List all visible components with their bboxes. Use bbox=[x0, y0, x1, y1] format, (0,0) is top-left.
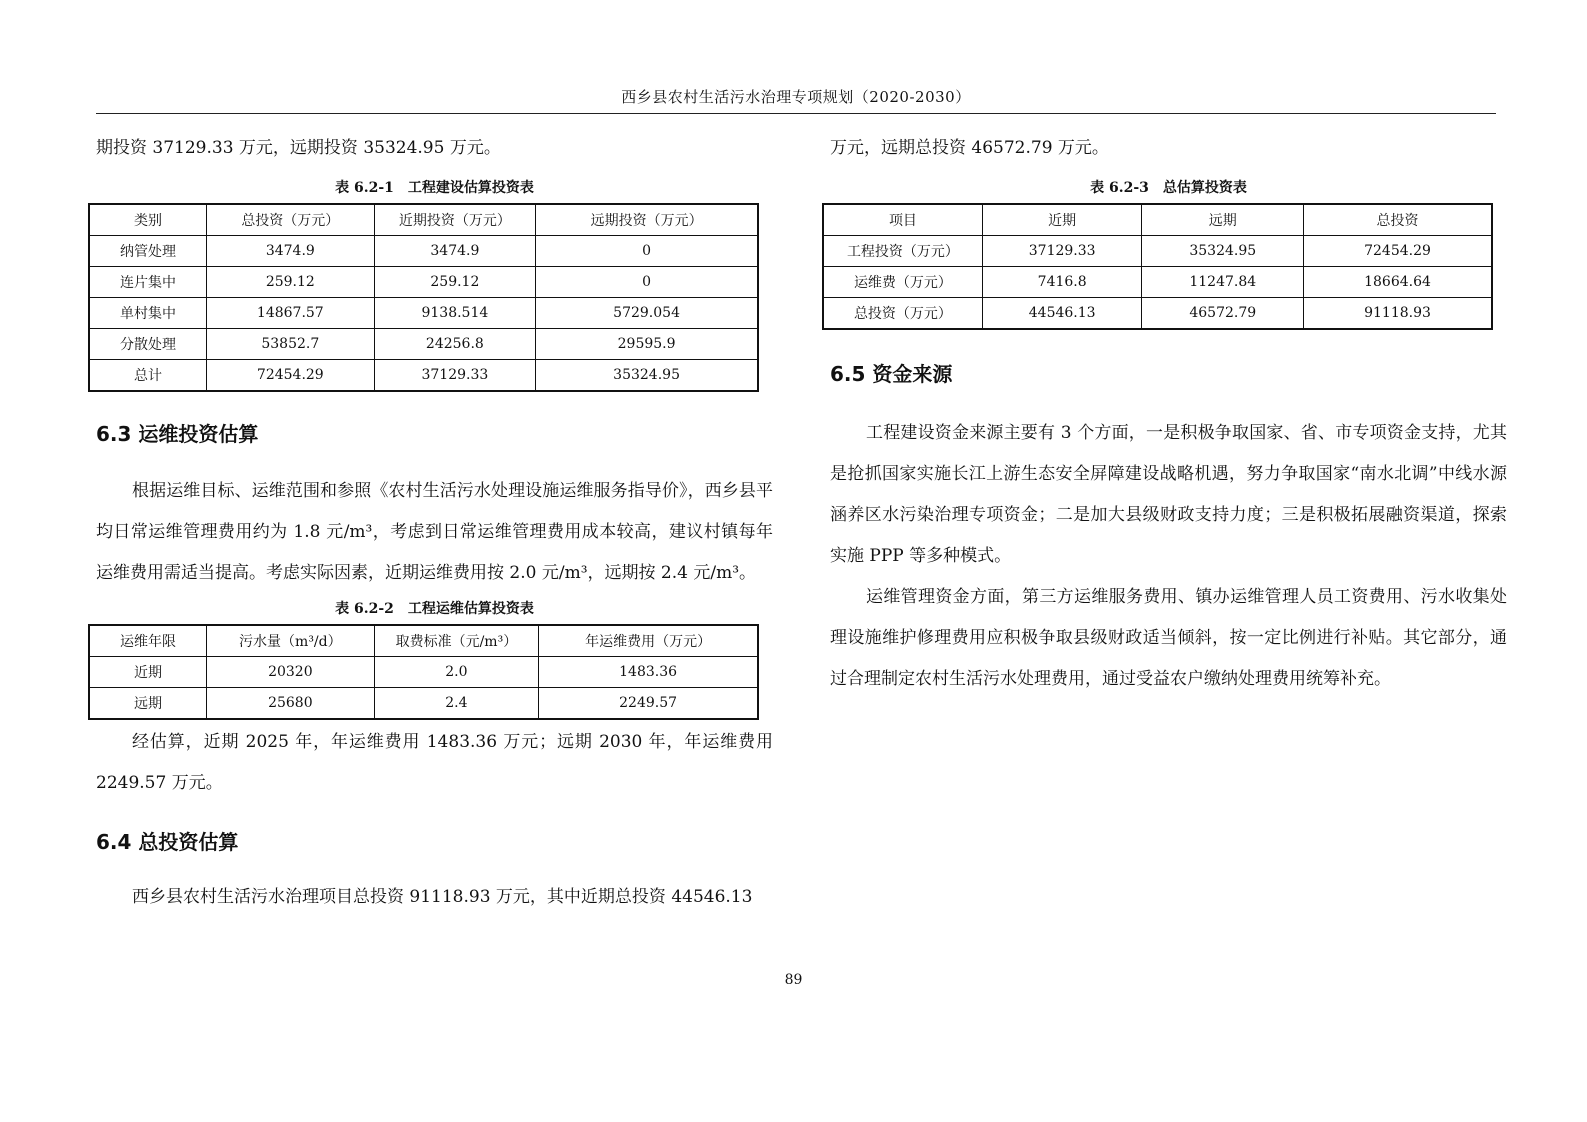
table-header-cell: 远期 bbox=[1142, 204, 1304, 236]
table-row bbox=[89, 329, 758, 360]
table-cell: 7416.8 bbox=[982, 267, 1142, 298]
table-cell: 2.0 bbox=[374, 657, 539, 688]
table-header-row bbox=[89, 204, 758, 236]
table-cell: 18664.64 bbox=[1304, 267, 1492, 298]
table-row bbox=[823, 298, 1492, 330]
table-row bbox=[89, 298, 758, 329]
table-cell: 29595.9 bbox=[536, 329, 758, 360]
left-intro-text: 期投资 37129.33 万元，远期投资 35324.95 万元。 bbox=[96, 138, 501, 158]
table-cell: 纳管处理 bbox=[89, 236, 207, 267]
table-cell: 0 bbox=[536, 267, 758, 298]
table-cell: 24256.8 bbox=[374, 329, 536, 360]
table-header-row bbox=[823, 204, 1492, 236]
table-header-cell: 污水量（m³/d） bbox=[207, 625, 375, 657]
table-construction-investment bbox=[88, 203, 759, 392]
table-header-cell: 总投资 bbox=[1304, 204, 1492, 236]
table-cell: 35324.95 bbox=[536, 360, 758, 392]
table-cell: 5729.054 bbox=[536, 298, 758, 329]
table-cell: 25680 bbox=[207, 688, 375, 720]
table-cell: 72454.29 bbox=[1304, 236, 1492, 267]
table3-caption: 表 6.2-3 总估算投资表 bbox=[1090, 180, 1247, 196]
table-row bbox=[89, 657, 758, 688]
page-header: 西乡县农村生活污水治理专项规划（2020-2030） bbox=[621, 88, 971, 106]
section-6-5-paragraph-1: 工程建设资金来源主要有 3 个方面，一是积极争取国家、省、市专项资金支持，尤其是抢抓国家实施长江上游生态安全屏障建设战略机遇，努力争取国家“南水北调”中线水源涵养区水污染治理专项资金；二是加大县级财政支持力度；三是积极拓展融资渠道，探索实施 PPP 等多种模式。 bbox=[830, 423, 1507, 566]
table-row bbox=[89, 688, 758, 720]
section-6-5-paragraph-2: 运维管理资金方面，第三方运维服务费用、镇办运维管理人员工资费用、污水收集处理设施维护修理费用应积极争取县级财政适当倾斜，按一定比例进行补贴。其它部分，通过合理制定农村生活污水处理费用，通过受益农户缴纳处理费用统筹补充。 bbox=[830, 587, 1507, 689]
page-number: 89 bbox=[784, 972, 803, 988]
section-6-3-paragraph: 根据运维目标、运维范围和参照《农村生活污水处理设施运维服务指导价》，西乡县平均日常运维管理费用约为 1.8 元/m³，考虑到日常运维管理费用成本较高，建议村镇每年运维费用需适当提高。考虑实际因素，近期运维费用按 2.0 元/m³，远期按 2.4 元/m³。 bbox=[96, 481, 773, 583]
table-header-cell: 近期投资（万元） bbox=[374, 204, 536, 236]
table-cell: 14867.57 bbox=[207, 298, 375, 329]
table-cell: 259.12 bbox=[207, 267, 375, 298]
table-cell: 9138.514 bbox=[374, 298, 536, 329]
table-cell: 总计 bbox=[89, 360, 207, 392]
table-cell: 连片集中 bbox=[89, 267, 207, 298]
table2-caption: 表 6.2-2 工程运维估算投资表 bbox=[335, 601, 534, 617]
table-header-cell: 总投资（万元） bbox=[207, 204, 375, 236]
table-cell: 工程投资（万元） bbox=[823, 236, 982, 267]
table-header-row bbox=[89, 625, 758, 657]
table1-caption: 表 6.2-1 工程建设估算投资表 bbox=[335, 180, 534, 196]
left-column bbox=[96, 128, 773, 918]
section-title-6-3: 6.3 运维投资估算 bbox=[96, 422, 259, 446]
table-cell: 53852.7 bbox=[207, 329, 375, 360]
table-cell: 20320 bbox=[207, 657, 375, 688]
table-cell: 259.12 bbox=[374, 267, 536, 298]
table-cell: 37129.33 bbox=[374, 360, 536, 392]
right-intro-text: 万元，远期总投资 46572.79 万元。 bbox=[830, 138, 1109, 158]
table-row bbox=[823, 236, 1492, 267]
table-cell: 近期 bbox=[89, 657, 207, 688]
table-header-cell: 类别 bbox=[89, 204, 207, 236]
section-6-4-paragraph: 西乡县农村生活污水治理项目总投资 91118.93 万元，其中近期总投资 44546.13 bbox=[132, 887, 753, 907]
table-header-cell: 运维年限 bbox=[89, 625, 207, 657]
table-header-cell: 项目 bbox=[823, 204, 982, 236]
table-cell: 3474.9 bbox=[207, 236, 375, 267]
table-cell: 91118.93 bbox=[1304, 298, 1492, 330]
table-cell: 72454.29 bbox=[207, 360, 375, 392]
table-cell: 46572.79 bbox=[1142, 298, 1304, 330]
table-header-cell: 远期投资（万元） bbox=[536, 204, 758, 236]
table-cell: 单村集中 bbox=[89, 298, 207, 329]
table-header-cell: 近期 bbox=[982, 204, 1142, 236]
table-header-cell: 年运维费用（万元） bbox=[539, 625, 758, 657]
table-row bbox=[823, 267, 1492, 298]
table-row bbox=[89, 236, 758, 267]
table-cell: 运维费（万元） bbox=[823, 267, 982, 298]
header-rule bbox=[96, 113, 1496, 114]
table-total-investment bbox=[822, 203, 1493, 330]
table-cell: 37129.33 bbox=[982, 236, 1142, 267]
table-cell: 44546.13 bbox=[982, 298, 1142, 330]
table-header-cell: 取费标准（元/m³） bbox=[374, 625, 539, 657]
right-column bbox=[830, 128, 1507, 700]
table-cell: 11247.84 bbox=[1142, 267, 1304, 298]
table-row bbox=[89, 267, 758, 298]
table-cell: 分散处理 bbox=[89, 329, 207, 360]
table-cell: 2.4 bbox=[374, 688, 539, 720]
table-operation-investment bbox=[88, 624, 759, 720]
table-cell: 2249.57 bbox=[539, 688, 758, 720]
table-cell: 总投资（万元） bbox=[823, 298, 982, 330]
table-cell: 远期 bbox=[89, 688, 207, 720]
table-cell: 0 bbox=[536, 236, 758, 267]
section-title-6-4: 6.4 总投资估算 bbox=[96, 830, 239, 854]
after-table2-text: 经估算，近期 2025 年，年运维费用 1483.36 万元；远期 2030 年，年运维费用 2249.57 万元。 bbox=[96, 732, 773, 793]
table-cell: 1483.36 bbox=[539, 657, 758, 688]
table-row bbox=[89, 360, 758, 392]
section-title-6-5: 6.5 资金来源 bbox=[830, 362, 953, 386]
table-cell: 35324.95 bbox=[1142, 236, 1304, 267]
table-cell: 3474.9 bbox=[374, 236, 536, 267]
